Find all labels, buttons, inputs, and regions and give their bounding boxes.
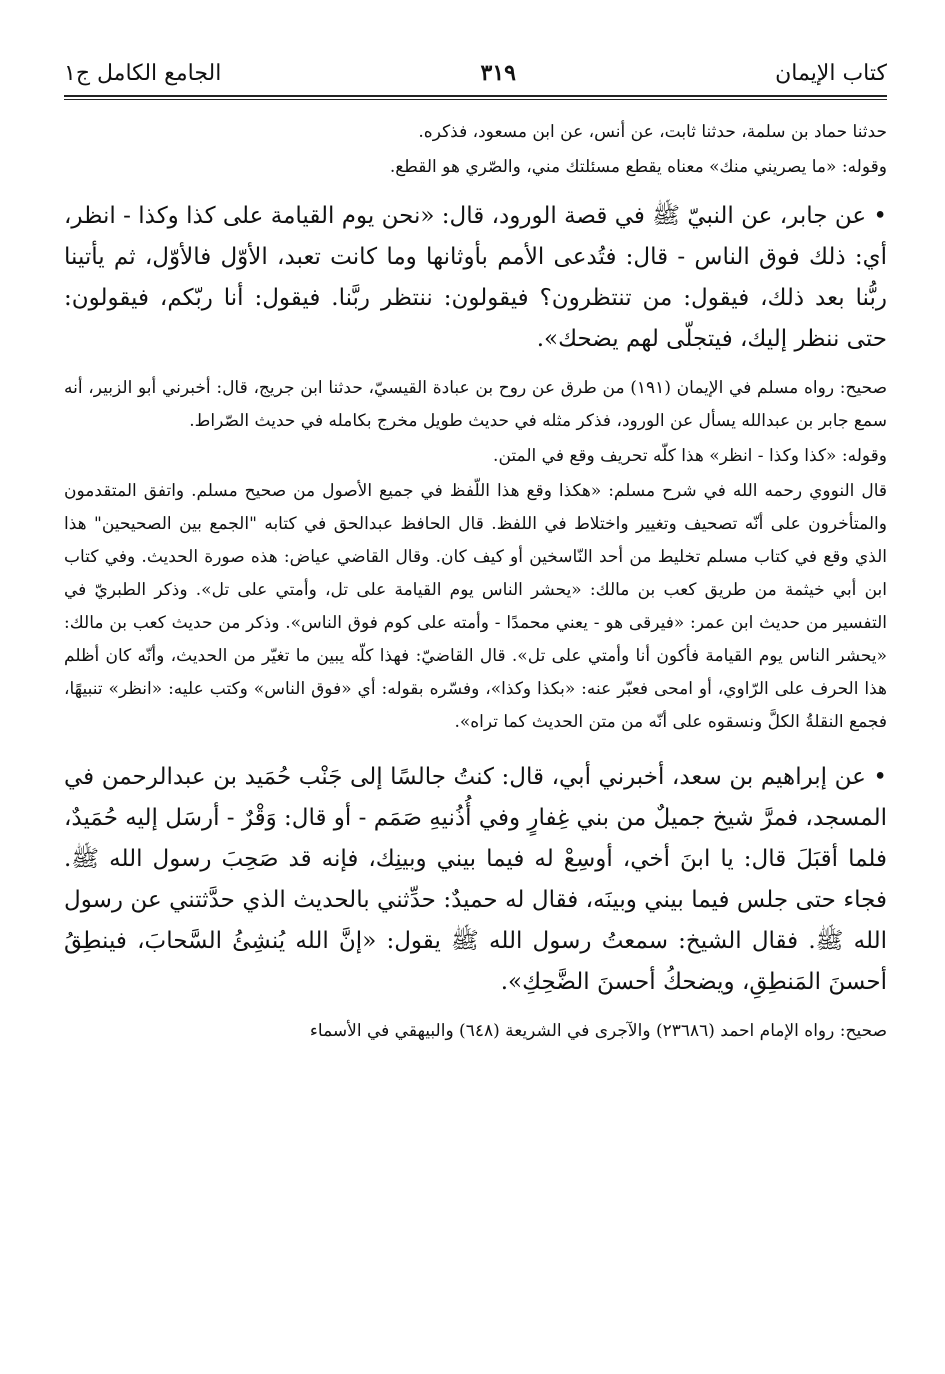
word-explanation: وقوله: «ما يصريني منك» معناه يقطع مسئلتك مني، والصّري هو القطع. [389, 157, 887, 177]
tahrif-note: وقوله: «كذا وكذا - انظر» هذا كلّه تحريف وقع في المتن. [493, 446, 887, 466]
takhrij-ahmad: صحيح: رواه الإمام احمد (٢٣٦٨٦) والآجرى في الشريعة (٦٤٨) والبيهقي في الأسماء [309, 1021, 887, 1041]
page-number: ٣١٩ [480, 60, 516, 86]
hadith-ibrahim-bin-saad: • عن إبراهيم بن سعد، أخبرني أبي، قال: كنتُ جالسًا إلى جَنْب حُمَيد بن عبدالرحمن في المسجد، فمرَّ شيخ جميلٌ من بني غِفارٍ وفي أُذُنيهِ صَمَم - أو قال: وَقْرٌ - أرسَل إليه حُمَيدٌ، فلما أقبَلَ قال: يا ابنَ أخي، أوسِعْ له فيما بيني وبينِك، فإنه قد صَحِبَ رسول الله ﷺ. فجاء حتى جلس فيما بيني وبينَه، فقال له حميدٌ: حدِّثني بالحديث الذي حدَّثتني عن رسول الله ﷺ. فقال الشيخ: سمعتُ رسول الله ﷺ يقول: «إنَّ الله يُنشِئُ السَّحابَ، فينطِقُ أحسنَ المَنطِقِ، ويضحكُ أحسنَ الضَّحِكِ». [64, 764, 887, 995]
hadith-jabir: • عن جابر، عن النبيّ ﷺ في قصة الورود، قال: «نحن يوم القيامة على كذا وكذا - انظر، أي: ذلك فوق الناس - قال: فتُدعى الأمم بأوثانها وما كانت تعبد، الأوّل فالأوّل، ثم يأتينا ربُّنا بعد ذلك، فيقول: من تنتظرون؟ فيقولون: ننتظر ربَّنا. فيقول: أنا ربّكم، فيقولون: حتى ننظر إليك، فيتجلّى لهم يضحك». [64, 203, 887, 352]
header-volume-title: الجامع الكامل ج١ [64, 60, 222, 86]
header-rule-thin [64, 99, 887, 100]
page-body [64, 116, 887, 1048]
header-book-title: كتاب الإيمان [775, 60, 887, 86]
takhrij-muslim: صحيح: رواه مسلم في الإيمان (١٩١) من طرق عن روح بن عبادة القيسيّ، حدثنا ابن جريج، قال: أخبرني أبو الزبير، أنه سمع جابر بن عبدالله يسأل عن الورود، فذكر مثله في حديث طويل مخرج بكامله في حديث الصّراط. [64, 378, 888, 431]
header-rule-thick [64, 95, 887, 97]
nawawi-commentary: قال النووي رحمه الله في شرح مسلم: «هكذا وقع هذا اللّفظ في جميع الأصول من صحيح مسلم. واتفق المتقدمون والمتأخرون على أنّه تصحيف وتغيير واختلاط في اللفظ. قال الحافظ عبدالحق في كتابه "الجمع بين الصحيحين" هذا الذي وقع في كتاب مسلم تخليط من أحد النّاسخين أو كيف كان. وقال القاضي عياض: هذه صورة الحديث. وفي كتاب ابن أبي خيثمة من طريق كعب بن مالك: «يحشر الناس يوم القيامة على تل، وأمتي على تل». وذكر الطبريّ في التفسير من حديث ابن عمر: «فيرقى هو - يعني محمدًا - وأمته على كوم فوق الناس». وذكر من حديث كعب بن مالك: «يحشر الناس يوم القيامة فأكون أنا وأمتي على تل». قال القاضيّ: فهذا كلّه يبين ما تغيّر من الحديث، وأنّه كان أظلم هذا الحرف على الرّاوي، أو امحى فعبّر عنه: «بكذا وكذا»، وفسّره بقوله: أي «فوق الناس» وكتب عليه: «انظر» تنبيهًا، فجمع النقلةُ الكلَّ ونسقوه على أنّه من متن الحديث كما تراه». [64, 481, 887, 732]
running-header [64, 52, 887, 94]
isnad-continuation: حدثنا حماد بن سلمة، حدثنا ثابت، عن أنس، عن ابن مسعود، فذكره. [418, 122, 887, 142]
